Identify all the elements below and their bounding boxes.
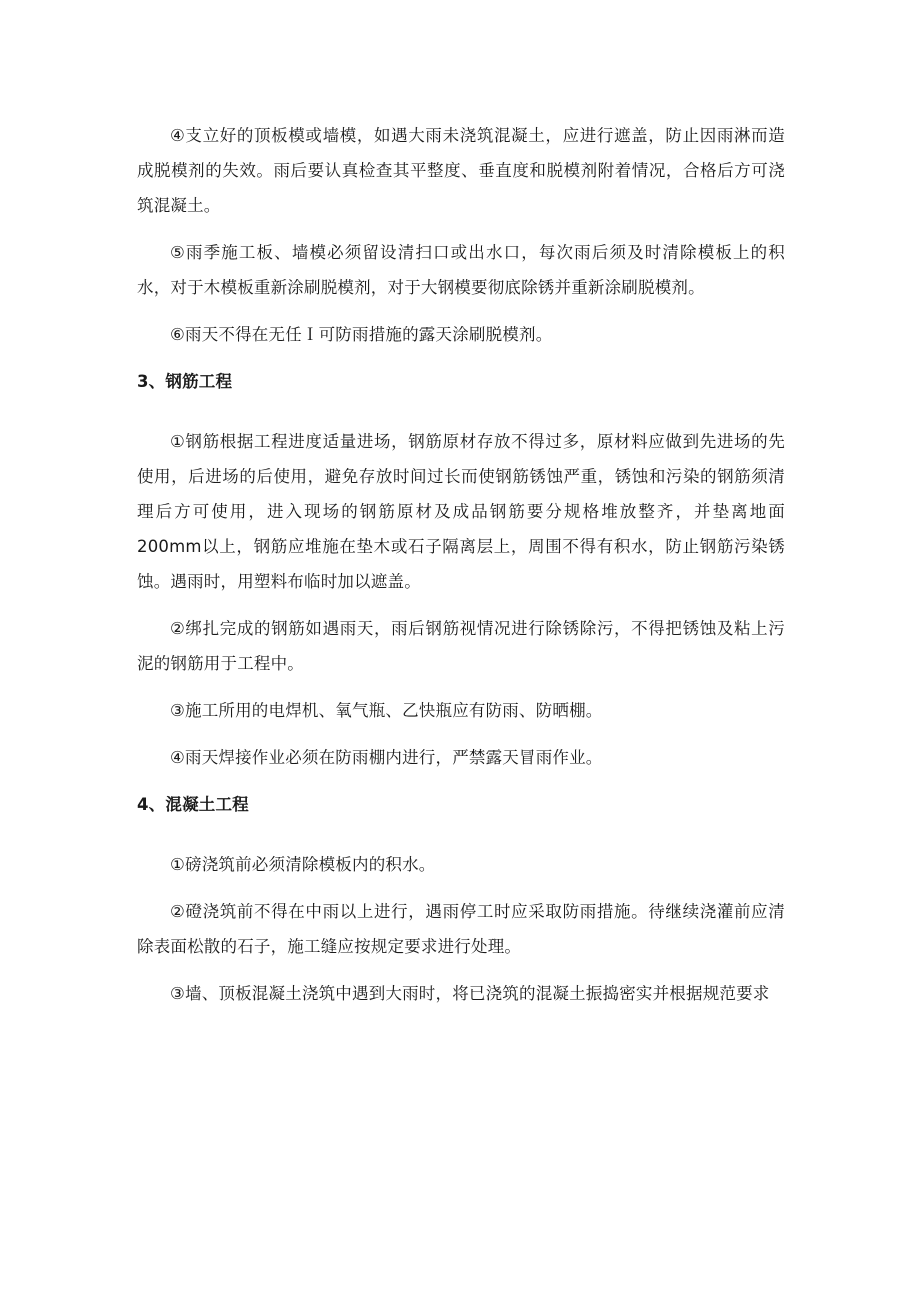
paragraph-concrete-2: ②磴浇筑前不得在中雨以上进行，遇雨停工时应采取防雨措施。待继续浇灌前应清除表面松散的石子，施工缝应按规定要求进行处理。 <box>137 902 785 956</box>
paragraph-rebar-1: ①钢筋根据工程进度适量进场，钢筋原材存放不得过多，原材料应做到先进场的先使用，后进场的后使用，避免存放时间过长而使钢筋锈蚀严重，锈蚀和污染的钢筋须清理后方可使用，进入现场的钢筋原材及成品钢筋要分规格堆放整齐，并垫离地面200mm以上，钢筋应堆施在垫木或石子隔离层上，周围不得有积水，防止钢筋污染锈蚀。遇雨时，用塑料布临时加以遮盖。 <box>137 432 785 591</box>
section-heading-rebar: 3、钢筋工程 <box>137 372 233 391</box>
paragraph-rebar-2: ②绑扎完成的钢筋如遇雨天，雨后钢筋视情况进行除锈除污，不得把锈蚀及粘上污泥的钢筋用于工程中。 <box>137 619 785 673</box>
paragraph-rebar-4: ④雨天焊接作业必须在防雨棚内进行，严禁露天冒雨作业。 <box>170 748 603 767</box>
paragraph-concrete-1: ①磅浇筑前必须清除模板内的积水。 <box>170 855 436 874</box>
paragraph-rebar-3: ③施工所用的电焊机、氧气瓶、乙快瓶应有防雨、防晒棚。 <box>170 701 603 720</box>
paragraph-concrete-3: ③墙、顶板混凝土浇筑中遇到大雨时，将已浇筑的混凝土振捣密实并根据规范要求 <box>170 984 770 1003</box>
paragraph-formwork-4: ④支立好的顶板模或墙模，如遇大雨未浇筑混凝土，应进行遮盖，防止因雨淋而造成脱模剂的失效。雨后要认真检查其平整度、垂直度和脱模剂附着情况，合格后方可浇筑混凝土。 <box>137 126 785 215</box>
paragraph-formwork-5: ⑤雨季施工板、墙模必须留设清扫口或出水口，每次雨后须及时清除模板上的积水，对于木模板重新涂刷脱模剂，对于大钢模要彻底除锈并重新涂刷脱模剂。 <box>137 243 785 297</box>
document-body <box>137 118 785 1023</box>
paragraph-formwork-6: ⑥雨天不得在无任Ｉ可防雨措施的露天涂刷脱模剂。 <box>170 325 553 344</box>
section-heading-concrete: 4、混凝土工程 <box>137 795 249 814</box>
